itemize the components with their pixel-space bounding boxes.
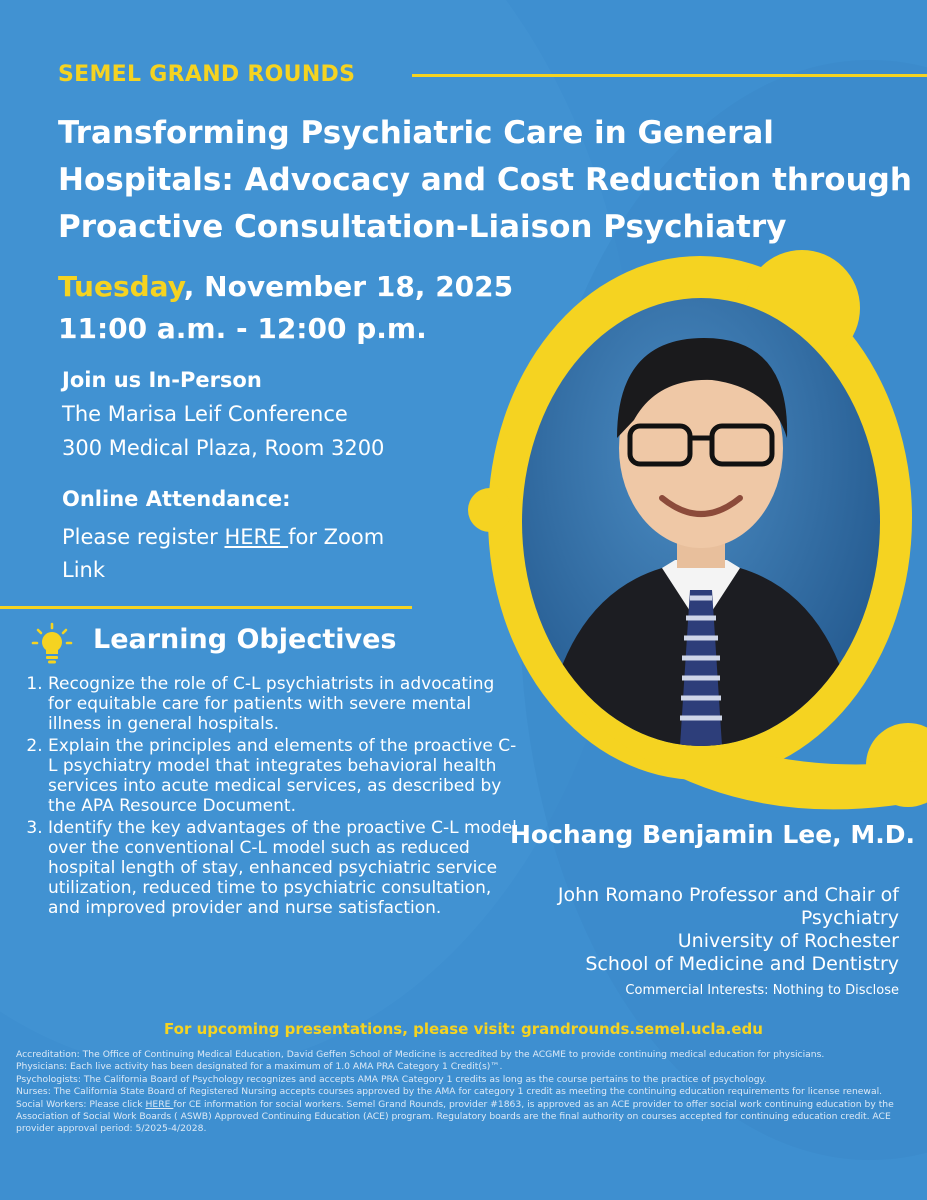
event-time: 11:00 a.m. - 12:00 p.m. (58, 312, 427, 345)
talk-title: Transforming Psychiatric Care in General Hospitals: Advocacy and Cost Reduction through Proactive Consultation-Liaison Psychiatry (58, 115, 912, 245)
social-workers-text (16, 1099, 916, 1136)
social-suffix: for CE information for social workers. Semel Grand Rounds, provider #1863, is approved as an ACE provider to offer social work continuing education by the Association of Social Work Boards ( ASWB) Approved Continuing Education (ACE) program. Regulatory boards are the final authority on courses accepted for continuing education credit. ACE provider approval period: 5/2025-4/2028. (16, 1098, 894, 1135)
objective-item: 1. Recognize the role of C-L psychiatrists in advocating for equitable care for patients with severe mental illness in general hospitals. (48, 674, 523, 734)
speaker-title-line: John Romano Professor and Chair of (557, 884, 899, 906)
register-text (62, 521, 432, 587)
upcoming-presentations: For upcoming presentations, please visit: grandrounds.semel.ucla.edu (164, 1020, 763, 1038)
speaker-photo (522, 298, 880, 746)
online-heading: Online Attendance: (62, 487, 291, 511)
social-prefix: Social Workers: Please click (16, 1098, 146, 1110)
objectives-list (20, 674, 523, 920)
fine-print (16, 1049, 916, 1136)
psychologists-text: Psychologists: The California Board of Psychology recognizes and accepts AMA PRA Category 1 credits as long as the course pertains to the practice of psychology. (16, 1073, 767, 1085)
lightbulb-icon (30, 622, 74, 666)
venue-name: The Marisa Leif Conference (62, 402, 348, 426)
event-day: Tuesday (58, 270, 184, 303)
in-person-heading: Join us In-Person (62, 368, 262, 392)
series-name: SEMEL GRAND ROUNDS (58, 62, 356, 87)
nurses-text: Nurses: The California State Board of Registered Nursing accepts courses approved by the AMA for category 1 credit as meeting the continuing education requirements for license renewal. (16, 1086, 883, 1098)
speaker-institution-line: University of Rochester (677, 930, 899, 952)
section-divider (0, 606, 412, 609)
speaker-title-line: Psychiatry (800, 907, 899, 929)
objective-item: 3. Identify the key advantages of the proactive C-L model over the conventional C-L model such as reduced hospital length of stay, enhanced psychiatric service utilization, reduced time to psychiatric consultation, and improved provider and nurse satisfaction. (48, 818, 523, 918)
speaker-name: Hochang Benjamin Lee, M.D. (509, 820, 915, 849)
event-date (58, 270, 513, 303)
header-divider (412, 74, 927, 77)
objective-item: 2. Explain the principles and elements of the proactive C-L psychiatry model that integrates behavioral health services into acute medical services, as described by the APA Resource Document. (48, 736, 523, 816)
social-workers-link[interactable]: HERE (145, 1098, 174, 1110)
register-suffix: for Zoom Link (62, 525, 385, 582)
venue-address: 300 Medical Plaza, Room 3200 (62, 436, 385, 460)
speaker-affiliation (558, 884, 899, 976)
accreditation-text: Accreditation: The Office of Continuing Medical Education, David Geffen School of Medicine is accredited by the ACGME to provide continuing medical education for physicians. (16, 1049, 825, 1060)
physicians-text: Physicians: Each live activity has been designated for a maximum of 1.0 AMA PRA Category 1 Credit(s)™. (16, 1061, 503, 1073)
register-prefix: Please register (62, 525, 225, 549)
objectives-heading: Learning Objectives (93, 624, 397, 655)
speaker-institution-line: School of Medicine and Dentistry (585, 953, 899, 975)
disclosure: Commercial Interests: Nothing to Disclose (625, 983, 899, 998)
register-link[interactable]: HERE (224, 525, 289, 549)
event-date-text: , November 18, 2025 (183, 270, 514, 303)
